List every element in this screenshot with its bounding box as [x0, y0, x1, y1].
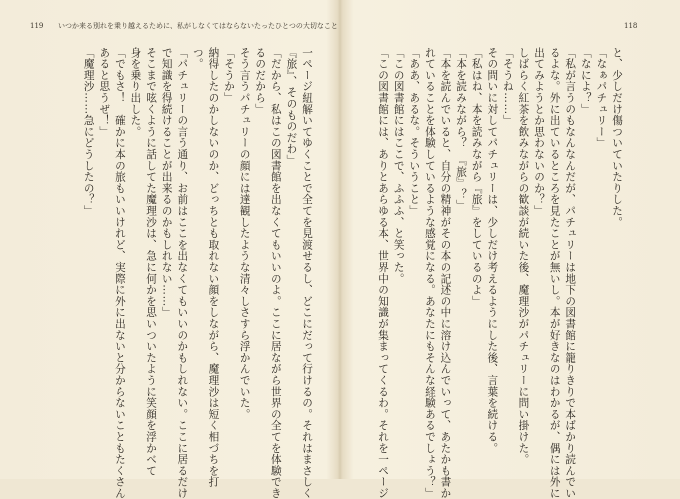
text-line: と、少しだけ傷ついていたりした。	[611, 47, 623, 228]
text-line: 身を乗り出した。	[129, 47, 142, 138]
text-line: あると思うぜ！」	[98, 47, 111, 138]
right-page-text	[377, 47, 624, 499]
text-line: 「そうか」	[223, 47, 236, 104]
text-line: 「パチュリーの言う通り、お前はここを出なくてもいいのかもしれない。ここに居るだけ	[176, 47, 189, 499]
text-line: 「私が言うのもなんなんだが、パチュリーは地下の図書館に籠りきりで本ばかり読んでい	[564, 47, 577, 499]
text-line: そこまで呟くように話してた魔理沙は、急に何かを思いついたように笑顔を浮かべて	[145, 47, 158, 477]
text-line: そう言うパチュリーの顔には達観したような清々しさすら浮かんでいた。	[238, 47, 251, 420]
text-line: 「本を読みながら？ 『旅』？」	[455, 47, 468, 212]
text-line: 出てみようとか思わないのか？」	[533, 47, 546, 217]
text-line: 「なによ？」	[579, 47, 592, 115]
text-line: 「本を読んでいると、自分の精神がその本の記述の中に溶け込んでいって、あたかも書か	[439, 47, 452, 499]
text-line: で知識を得続けることが出来るのかもしれない……」	[160, 47, 173, 319]
text-line: 『旅』、そのものだわ」	[285, 47, 298, 166]
text-line: 「この図書館には、ありとあらゆる本、世界中の知識が集まってくるわ。それを一ページ	[377, 47, 390, 499]
text-line: 「私はね、本を読みながら『旅』をしているのよ」	[470, 47, 483, 307]
text-line: 「でもさ！ 確かに本の旅もいいけれど、実際に外に出ないと分からないこともたくさん	[113, 47, 126, 499]
text-line: 一ページ紐解いてゆくことで全てを見渡せるし、どこにだって行けるの。それはまさしく	[301, 47, 313, 499]
text-line: れていることを体験しているような感覚になる。あなたにもそんな経験あるでしょう？」	[423, 47, 436, 499]
text-line: 「そうね……」	[501, 47, 514, 127]
text-line: 「なぁパチュリー」	[595, 47, 608, 149]
text-line: 「だから、私はこの図書館を出なくてもいいのよ。ここに居ながら世界の全てを体験でき	[269, 47, 282, 499]
page-number-left: 119	[30, 22, 44, 30]
text-line: るよな。外に出ているところを見たことが無いし。本が好きなのはわかるが、偶には外に	[548, 47, 561, 499]
text-line: その問いに対してパチュリーは、少しだけ考えるようにした後、言葉を続ける。	[486, 47, 499, 454]
text-line: つ。	[191, 47, 204, 70]
running-head: いつか来る別れを乗り越えるために、私がしなくてはならないたったひとつの大切なこと	[58, 22, 338, 30]
text-line: るのだから」	[254, 47, 267, 115]
page-number-right: 118	[624, 22, 638, 30]
right-page	[340, 0, 680, 499]
text-line: 「この図書館にはここで、ふふふ、と笑った。	[392, 47, 405, 285]
text-line: 「ああ、あるな。そういうこと」	[408, 47, 421, 217]
left-page-text	[30, 47, 314, 499]
text-line: しばらく紅茶を飲みながらの歓談が続いた後、魔理沙がパチュリーに問い掛けた。	[517, 47, 530, 466]
text-line: 納得したのかしないのか、どっちとも取れない顔をしながら、魔理沙は短く相づちを打	[207, 47, 220, 488]
text-line: 「魔理沙……急にどうしたの？」	[82, 47, 95, 217]
